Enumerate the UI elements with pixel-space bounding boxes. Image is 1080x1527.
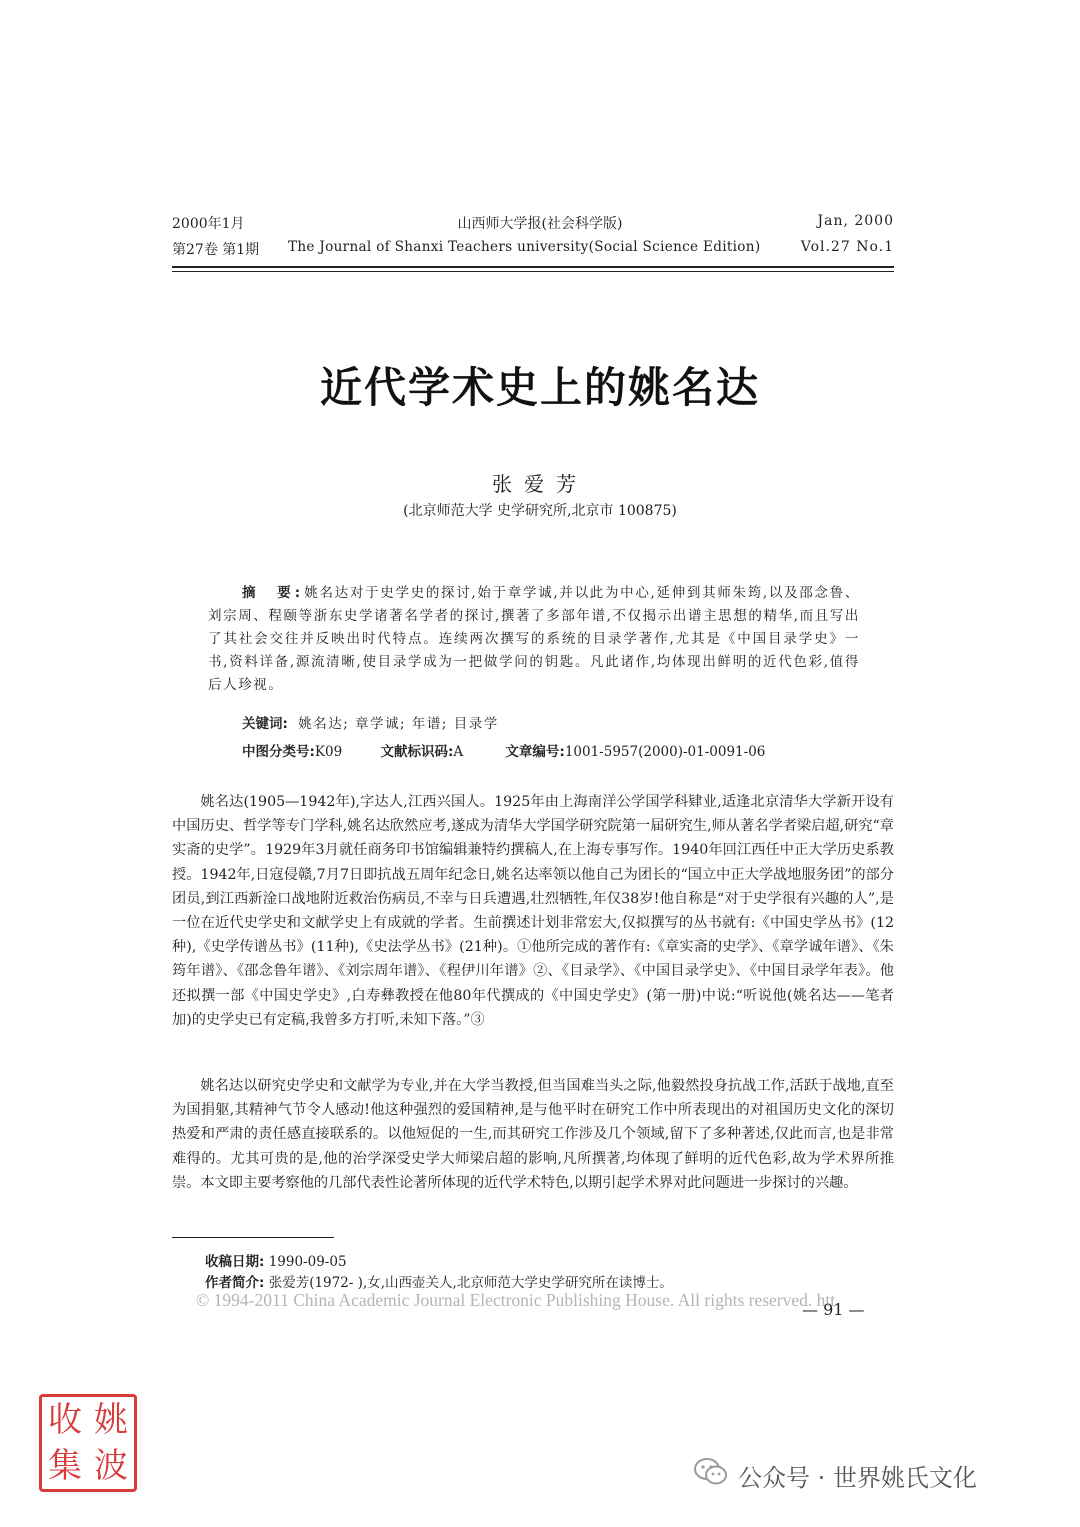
author-affiliation: (北京师范大学 史学研究所,北京市 100875) — [403, 503, 677, 519]
received-date — [205, 1250, 347, 1270]
abstract-text: 姚名达对于史学史的探讨,始于章学诚,并以此为中心,延伸到其师朱筠,以及邵念鲁、刘宗周、程颐等浙东史学诸著名学者的探讨,撰著了多部年谱,不仅揭示出谱主思想的精华,而且写出了其社会交往并反映出时代特点。连续两次撰写的系统的目录学著作,尤其是《中国目录学史》一书,资料详备,源流清晰,使目录学成为一把做学问的钥匙。凡此诸作,均体现出鲜明的近代色彩,值得后人珍视。 — [208, 585, 860, 693]
doc-code-label: 文献标识码: — [380, 744, 454, 760]
article-no-label: 文章编号: — [505, 744, 565, 760]
keywords-label: 关键词: — [242, 716, 288, 732]
copyright-watermark: © 1994-2011 China Academic Journal Electronic Publishing House. All rights reserved. htt — [196, 1290, 836, 1310]
seal-char: 波 — [94, 1446, 128, 1486]
header-volume-en: Vol.27 No.1 — [800, 239, 894, 255]
classification-row — [242, 740, 765, 760]
article-no-value: 1001-5957(2000)-01-0091-06 — [564, 744, 766, 760]
page-number: — 91 — — [802, 1300, 865, 1319]
article-title: 近代学术史上的姚名达 — [319, 363, 760, 412]
header-rule-thick — [172, 266, 894, 268]
seal-stamp — [39, 1394, 137, 1492]
header-rule-thin — [172, 271, 894, 272]
received-label: 收稿日期: — [205, 1254, 265, 1270]
header-journal-cn: 山西师大学报(社会科学版) — [457, 216, 623, 232]
clc-label: 中图分类号: — [242, 744, 315, 760]
body-paragraph-2: 姚名达以研究史学史和文献学为专业,并在大学当教授,但当国难当头之际,他毅然投身抗战工作,活跃于战地,直至为国捐躯,其精神气节令人感动!他这种强烈的爱国精神,是与他平时在研究工作中所表现出的对祖国历史文化的深切热爱和严肃的责任感直接联系的。以他短促的一生,而其研究工作涉及几个领域,留下了多种著述,仅此而言,也是非常难得的。尤其可贵的是,他的治学深受史学大师梁启超的影响,凡所撰著,均体现了鲜明的近代色彩,故为学术界所推崇。本文即主要考察他的几部代表性论著所体现的近代学术特色,以期引起学术界对此问题进一步探讨的兴趣。 — [172, 1078, 894, 1191]
seal-char: 收 — [48, 1400, 82, 1440]
body-paragraph-1: 姚名达(1905—1942年),字达人,江西兴国人。1925年由上海南洋公学国学科肄业,适逢北京清华大学新开设有中国历史、哲学等专门学科,姚名达欣然应考,遂成为清华大学国学研究院第一届研究生,师从著名学者梁启超,研究“章实斋的史学”。1929年3月就任商务印书馆编辑兼特约撰稿人,在上海专事写作。1940年回江西任中正大学历史系教授。1942年,日寇侵赣,7月7日即抗战五周年纪念日,姚名达率领以他自己为团长的“国立中正大学战地服务团”的部分团员,到江西新淦口战地附近救治伤病员,不幸与日兵遭遇,壮烈牺牲,年仅38岁!他自称是“对于史学很有兴趣的人”,是一位在近代史学史和文献学史上有成就的学者。生前撰述计划非常宏大,仅拟撰写的丛书就有:《中国史学丛书》(12种),《史学传谱丛书》(11种),《史法学丛书》(21种)。①他所完成的著作有:《章实斋的史学》、《章学诚年谱》、《朱筠年谱》、《邵念鲁年谱》、《刘宗周年谱》、《程伊川年谱》②、《目录学》、《中国目录学史》、《中国目录学年表》。他还拟撰一部《中国史学史》,白寿彝教授在他80年代撰成的《中国史学史》(第一册)中说:“听说他(姚名达——笔者加)的史学史已有定稿,我曾多方打听,未知下落。”③ — [172, 794, 894, 1028]
doc-code-value: A — [453, 744, 464, 760]
header-volume: 第27卷 第1期 — [172, 242, 260, 258]
footnote-rule — [172, 1237, 334, 1238]
clc-value: K09 — [314, 744, 343, 760]
author-bio — [205, 1271, 673, 1291]
wechat-account-name: 公众号 · 世界姚氏文化 — [738, 1463, 977, 1492]
header-date: 2000年1月 — [172, 216, 245, 232]
header-date-en: Jan, 2000 — [817, 213, 894, 229]
article-author: 张爱芳 — [492, 472, 588, 496]
bio-label: 作者简介: — [205, 1275, 265, 1291]
keywords-row — [242, 712, 499, 732]
abstract-label: 摘 要: — [242, 585, 305, 601]
bio-value: 张爱芳(1972- ),女,山西壶关人,北京师范大学史学研究所在读博士。 — [268, 1275, 673, 1291]
seal-char: 姚 — [94, 1400, 128, 1440]
wechat-account — [694, 1457, 977, 1493]
keywords-value: 姚名达; 章学诚; 年谱; 目录学 — [298, 716, 499, 732]
seal-char: 集 — [48, 1446, 82, 1486]
abstract — [208, 582, 860, 697]
wechat-icon — [694, 1457, 728, 1493]
header-journal-en: The Journal of Shanxi Teachers university(Social Science Edition) — [288, 239, 761, 255]
received-value: 1990-09-05 — [268, 1254, 347, 1270]
